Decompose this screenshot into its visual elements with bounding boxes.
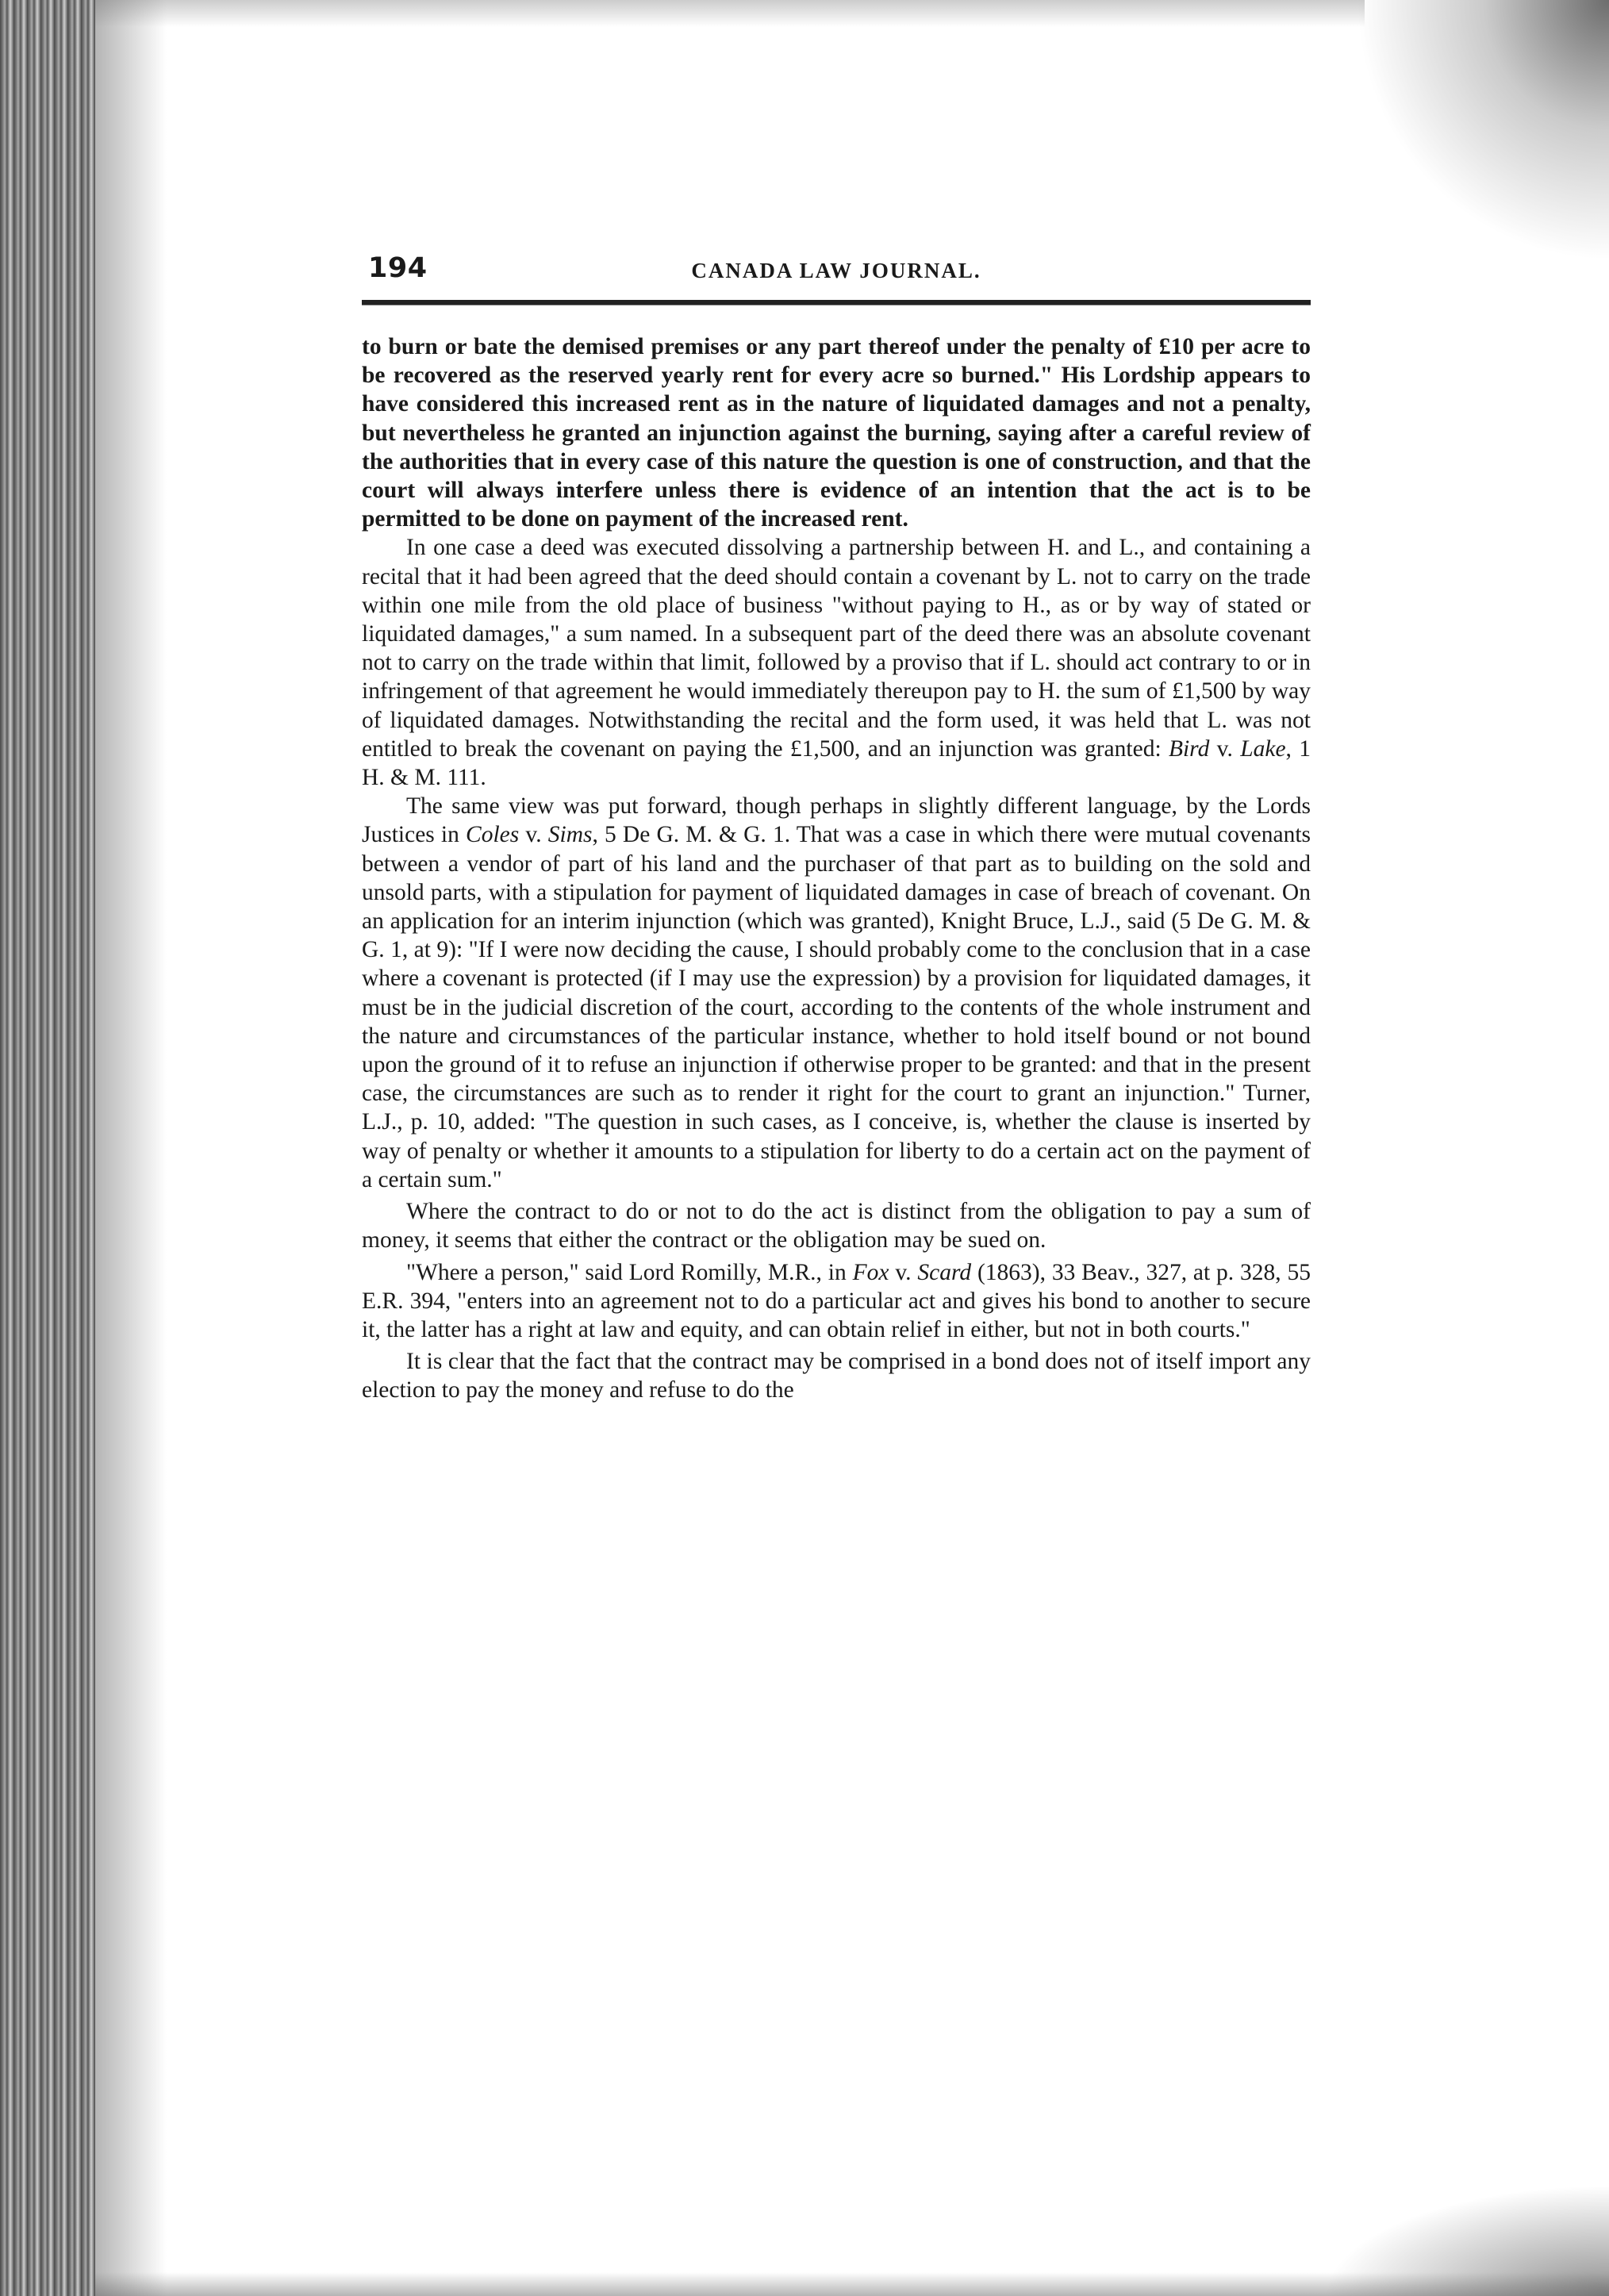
paragraph-2-text: In one case a deed was executed dissolving a partnership between H. and L., and containing a recital that it had been agreed that the deed should contain a covenant by L. not to carry on the trade within one mile from the old place of business "without paying to H., as or by way of stated or liquidated damages," a sum named. In a subsequent part of the deed there was an absolute covenant not to carry on the trade within that limit, followed by a proviso that if L. should act contrary to or in infringement of that agreement he would immediately thereupon pay to H. the sum of £1,500 by way of liquidated damages. Notwithstanding the recital and the form used, it was held that L. was not entitled to break the covenant on paying the £1,500, and an injunction was granted: (362, 535, 1311, 762)
paragraph-3-text: The same view was put forward, though perhaps in slightly different language, by the Lords Justices in (362, 793, 1311, 848)
paragraph-6: It is clear that the fact that the contract may be comprised in a bond does not of itself import any election to pay the money and refuse to do the (362, 1349, 1311, 1403)
paragraph-3 (362, 792, 1311, 1194)
case-name: Sims (547, 822, 593, 848)
case-versus: v. (519, 822, 548, 848)
paragraph-5-text: "Where a person," said Lord Romilly, M.R., in (406, 1259, 847, 1285)
scan-left-shadow (95, 0, 167, 2296)
paragraph-2 (362, 533, 1311, 792)
paragraph-5-rest: (1863), 33 Beav., 327, at p. 328, 55 E.R. 394, "enters into an agreement not to do a particular act and gives his bond to another to secure it, the latter has a right at law and equity, and can obtain relief in either, but not in both courts." (362, 1259, 1311, 1342)
case-versus: v. (889, 1259, 918, 1285)
case-name: Coles (466, 822, 520, 848)
running-head: CANADA LAW JOURNAL. (691, 259, 981, 282)
case-name: Bird (1168, 735, 1210, 762)
page-number: 194 (368, 252, 428, 284)
header-rule (362, 300, 1311, 305)
paragraph-1: to burn or bate the demised premises or any part thereof under the penalty of £10 per acre to be recovered as the reserved yearly rent for every acre so burned." His Lordship appears to have considered this increased rent as in the nature of liquidated damages and not a penalty, but nevertheless he granted an injunction against the burning, saying after a careful review of the authorities that in every case of this nature the question is one of construction, and that the court will always interfere unless there is evidence of an intention that the act is to be permitted to be done on payment of the increased rent. (362, 334, 1311, 532)
case-versus: v. (1209, 735, 1241, 762)
scan-bottom-edge (95, 2272, 1609, 2296)
paragraph-3-rest: , 5 De G. M. & G. 1. That was a case in which there were mutual covenants between a vendor of part of his land and the purchaser of that part as to building on the sold and unsold parts, with a stipulation for payment of liquidated damages in case of breach of covenant. On an application for an interim injunction (which was granted), Knight Bruce, L.J., said (5 De G. M. & G. 1, at 9): "If I were now deciding the cause, I should probably come to the conclusion that in a case where a covenant is protected (if I may use the expression) by a provision for liquidated damages, it must be in the judicial discretion of the court, according to the contents of the whole instrument and the nature and circumstances of the particular instance, whether to hold itself bound or not bound upon the ground of it to refuse an injunction if otherwise proper to be granted: and that in the present case, the circumstances are such as to render it right for the court to grant an injunction." Turner, L.J., p. 10, added: "The question in such cases, as I conceive, is, whether the clause is inserted by way of penalty or whether it amounts to a stipulation for liberty to do a certain act on the payment of a certain sum." (362, 822, 1311, 1192)
page-header (362, 248, 1311, 300)
paragraph-5 (362, 1258, 1311, 1345)
case-name: Lake (1240, 735, 1286, 762)
paragraph-4: Where the contract to do or not to do the act is distinct from the obligation to pay a sum of money, it seems that either the contract or the obligation may be sued on. (362, 1199, 1311, 1254)
body-text (362, 332, 1311, 1405)
case-citation: , 1 H. & M. 111. (362, 735, 1311, 791)
scan-left-edge (0, 0, 95, 2296)
scan-corner-shadow (1355, 0, 1609, 262)
case-name: Scard (917, 1259, 972, 1285)
journal-page (362, 248, 1311, 1405)
case-name: Fox (852, 1259, 889, 1285)
scan-top-edge (95, 0, 1365, 27)
